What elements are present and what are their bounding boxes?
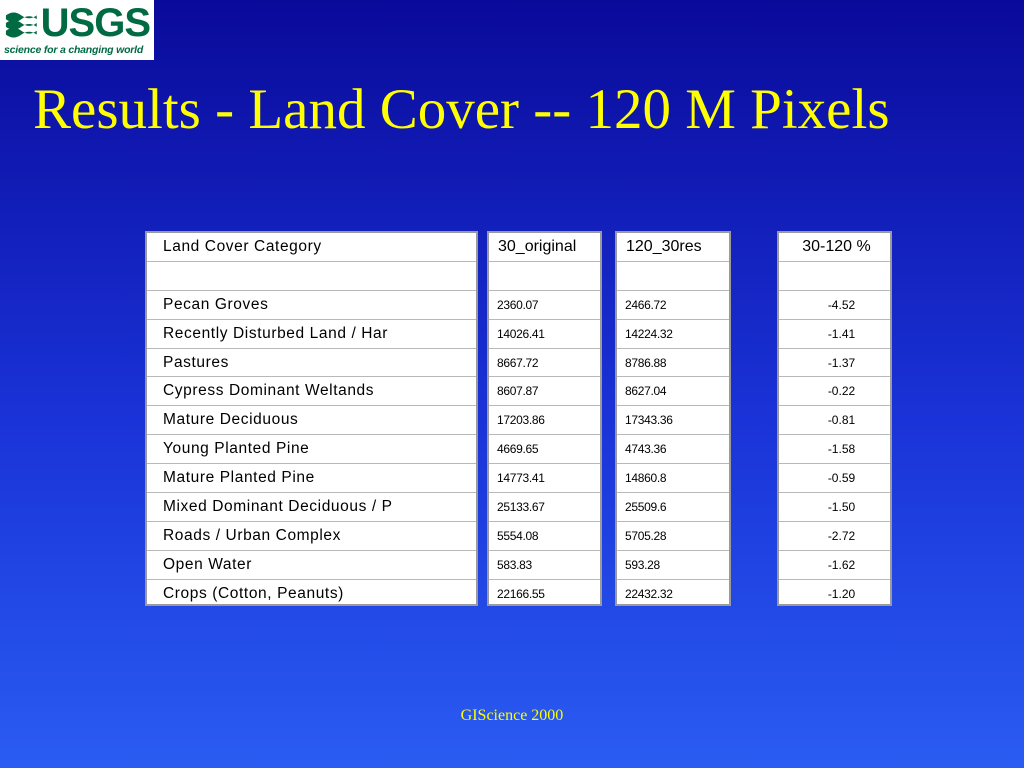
category-cell: Crops (Cotton, Peanuts) — [163, 585, 344, 603]
value-cell: 4743.36 — [617, 435, 729, 464]
value-cell: 17343.36 — [617, 406, 729, 435]
value-cell: 14224.32 — [617, 320, 729, 349]
category-cell: Pecan Groves — [147, 291, 476, 320]
footer-text: GIScience 2000 — [460, 707, 564, 724]
category-cell: Mixed Dominant Deciduous / P — [147, 493, 476, 522]
percent-cell: -1.58 — [779, 435, 890, 464]
usgs-logo-mark — [4, 1, 150, 45]
category-cell: Young Planted Pine — [147, 435, 476, 464]
blank-cell — [147, 262, 476, 291]
value-cell: 25509.6 — [617, 493, 729, 522]
percent-cell: -1.50 — [779, 493, 890, 522]
usgs-logo — [0, 0, 154, 60]
category-cell: Roads / Urban Complex — [147, 522, 476, 551]
category-cell: Recently Disturbed Land / Har — [147, 320, 476, 349]
category-cell: Cypress Dominant Weltands — [147, 377, 476, 406]
percent-cell: -4.52 — [779, 291, 890, 320]
value-cell: 4669.65 — [489, 435, 600, 464]
percent-cell: -1.37 — [779, 349, 890, 378]
percent-cell: -1.62 — [779, 551, 890, 580]
value-cell: 25133.67 — [489, 493, 600, 522]
value-cell: 5554.08 — [489, 522, 600, 551]
blank-cell — [489, 262, 600, 291]
value-cell: 14773.41 — [489, 464, 600, 493]
land-cover-category-column — [145, 231, 478, 606]
category-cell: Pastures — [147, 349, 476, 378]
30-original-column — [487, 231, 602, 606]
category-cell: Mature Planted Pine — [147, 464, 476, 493]
120-30res-column — [615, 231, 731, 606]
value-cell: 8667.72 — [489, 349, 600, 378]
blank-cell — [617, 262, 729, 291]
value-cell: 5705.28 — [617, 522, 729, 551]
usgs-logo-text: USGS — [40, 1, 150, 45]
value-cell: 2466.72 — [617, 291, 729, 320]
percent-cell: -0.59 — [779, 464, 890, 493]
percent-change-column — [777, 231, 892, 606]
percent-cell: -1.41 — [779, 320, 890, 349]
slide-title: Results - Land Cover -- 120 M Pixels — [33, 78, 890, 141]
percent-cell: -0.22 — [779, 377, 890, 406]
value-cell: 593.28 — [617, 551, 729, 580]
category-cell: Mature Deciduous — [147, 406, 476, 435]
blank-cell — [779, 262, 890, 291]
percent-cell: -1.20 — [827, 587, 856, 602]
value-cell: 17203.86 — [489, 406, 600, 435]
percent-cell: -0.81 — [779, 406, 890, 435]
value-cell: 22432.32 — [625, 587, 673, 602]
usgs-wave-icon — [4, 7, 39, 41]
value-cell: 8786.88 — [617, 349, 729, 378]
category-cell: Open Water — [147, 551, 476, 580]
column-header: 30-120 % — [779, 233, 890, 262]
value-cell: 8627.04 — [617, 377, 729, 406]
value-cell: 583.83 — [489, 551, 600, 580]
column-header: 120_30res — [617, 233, 729, 262]
value-cell: 14026.41 — [489, 320, 600, 349]
usgs-tagline: science for a changing world — [4, 44, 144, 56]
value-cell: 2360.07 — [489, 291, 600, 320]
value-cell: 14860.8 — [617, 464, 729, 493]
value-cell: 8607.87 — [489, 377, 600, 406]
column-header: Land Cover Category — [147, 233, 476, 262]
column-header: 30_original — [489, 233, 600, 262]
percent-cell: -2.72 — [779, 522, 890, 551]
value-cell: 22166.55 — [497, 587, 545, 602]
